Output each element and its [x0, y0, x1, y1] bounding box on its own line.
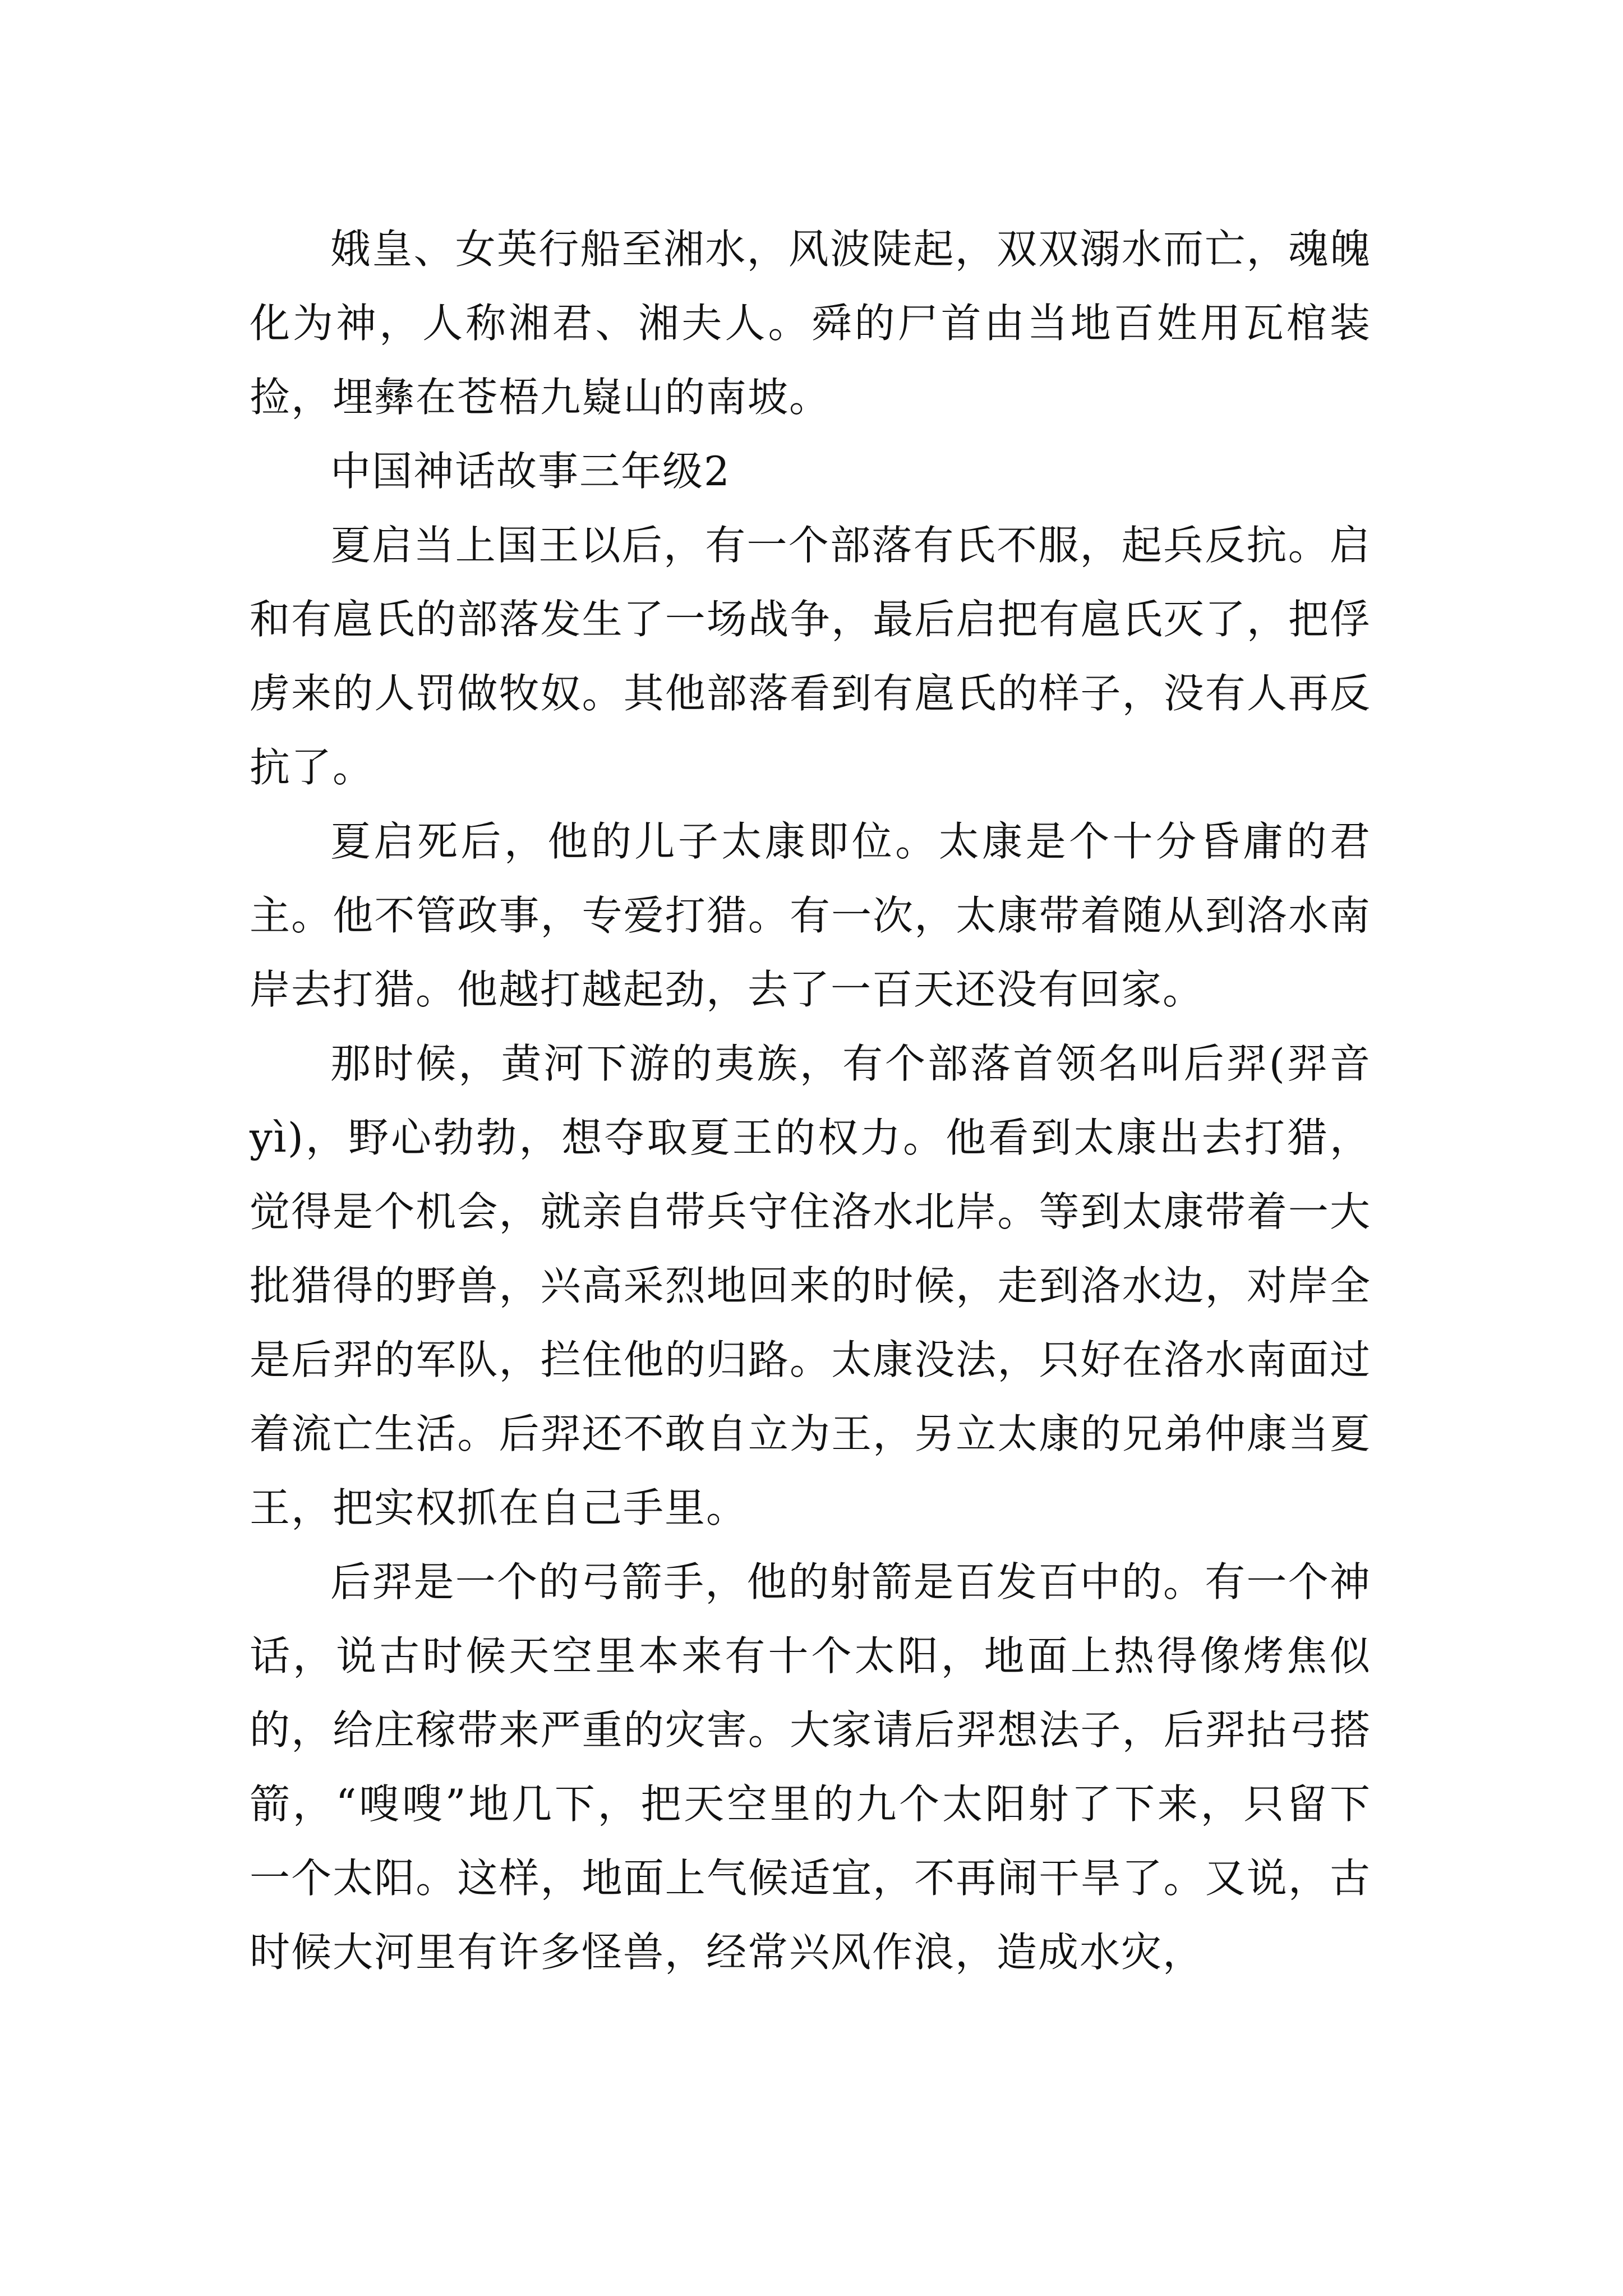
paragraph-hou-yi-rise: 那时候，黄河下游的夷族，有个部落首领名叫后羿(羿音yì)，野心勃勃，想夺取夏王的权力。他看到太康出去打猎，觉得是个机会，就亲自带兵守住洛水北岸。等到太康带着一大批猎得的野兽，兴高采烈地回来的时候，走到洛水边，对岸全是后羿的军队，拦住他的归路。太康没法，只好在洛水南面过着流亡生活。后羿还不敢自立为王，另立太康的兄弟仲康当夏王，把实权抓在自己手里。 — [250, 1040, 1371, 1531]
paragraph-xia-qi: 夏启当上国王以后，有一个部落有氏不服，起兵反抗。启和有扈氏的部落发生了一场战争，最后启把有扈氏灭了，把俘虏来的人罚做牧奴。其他部落看到有扈氏的样子，没有人再反抗了。 — [250, 522, 1371, 791]
paragraph-hou-yi-archer: 后羿是一个的弓箭手，他的射箭是百发百中的。有一个神话，说古时候天空里本来有十个太阳，地面上热得像烤焦似的，给庄稼带来严重的灾害。大家请后羿想法子，后羿拈弓搭箭，“嗖嗖”地几下，把天空里的九个太阳射了下来，只留下一个太阳。这样，地面上气候适宜，不再闹干旱了。又说，古时候大河里有许多怪兽，经常兴风作浪，造成水灾， — [250, 1558, 1371, 1976]
paragraph-ehuang-nvying: 娥皇、女英行船至湘水，风波陡起，双双溺水而亡，魂魄化为神，人称湘君、湘夫人。舜的尸首由当地百姓用瓦棺装捡，埋彝在苍梧九嶷山的南坡。 — [250, 226, 1371, 421]
paragraph-tai-kang: 夏启死后，他的儿子太康即位。太康是个十分昏庸的君主。他不管政事，专爱打猎。有一次，太康带着随从到洛水南岸去打猎。他越打越起劲，去了一百天还没有回家。 — [250, 818, 1371, 1013]
document-body — [250, 212, 1371, 1989]
section-heading: 中国神话故事三年级2 — [330, 448, 731, 495]
